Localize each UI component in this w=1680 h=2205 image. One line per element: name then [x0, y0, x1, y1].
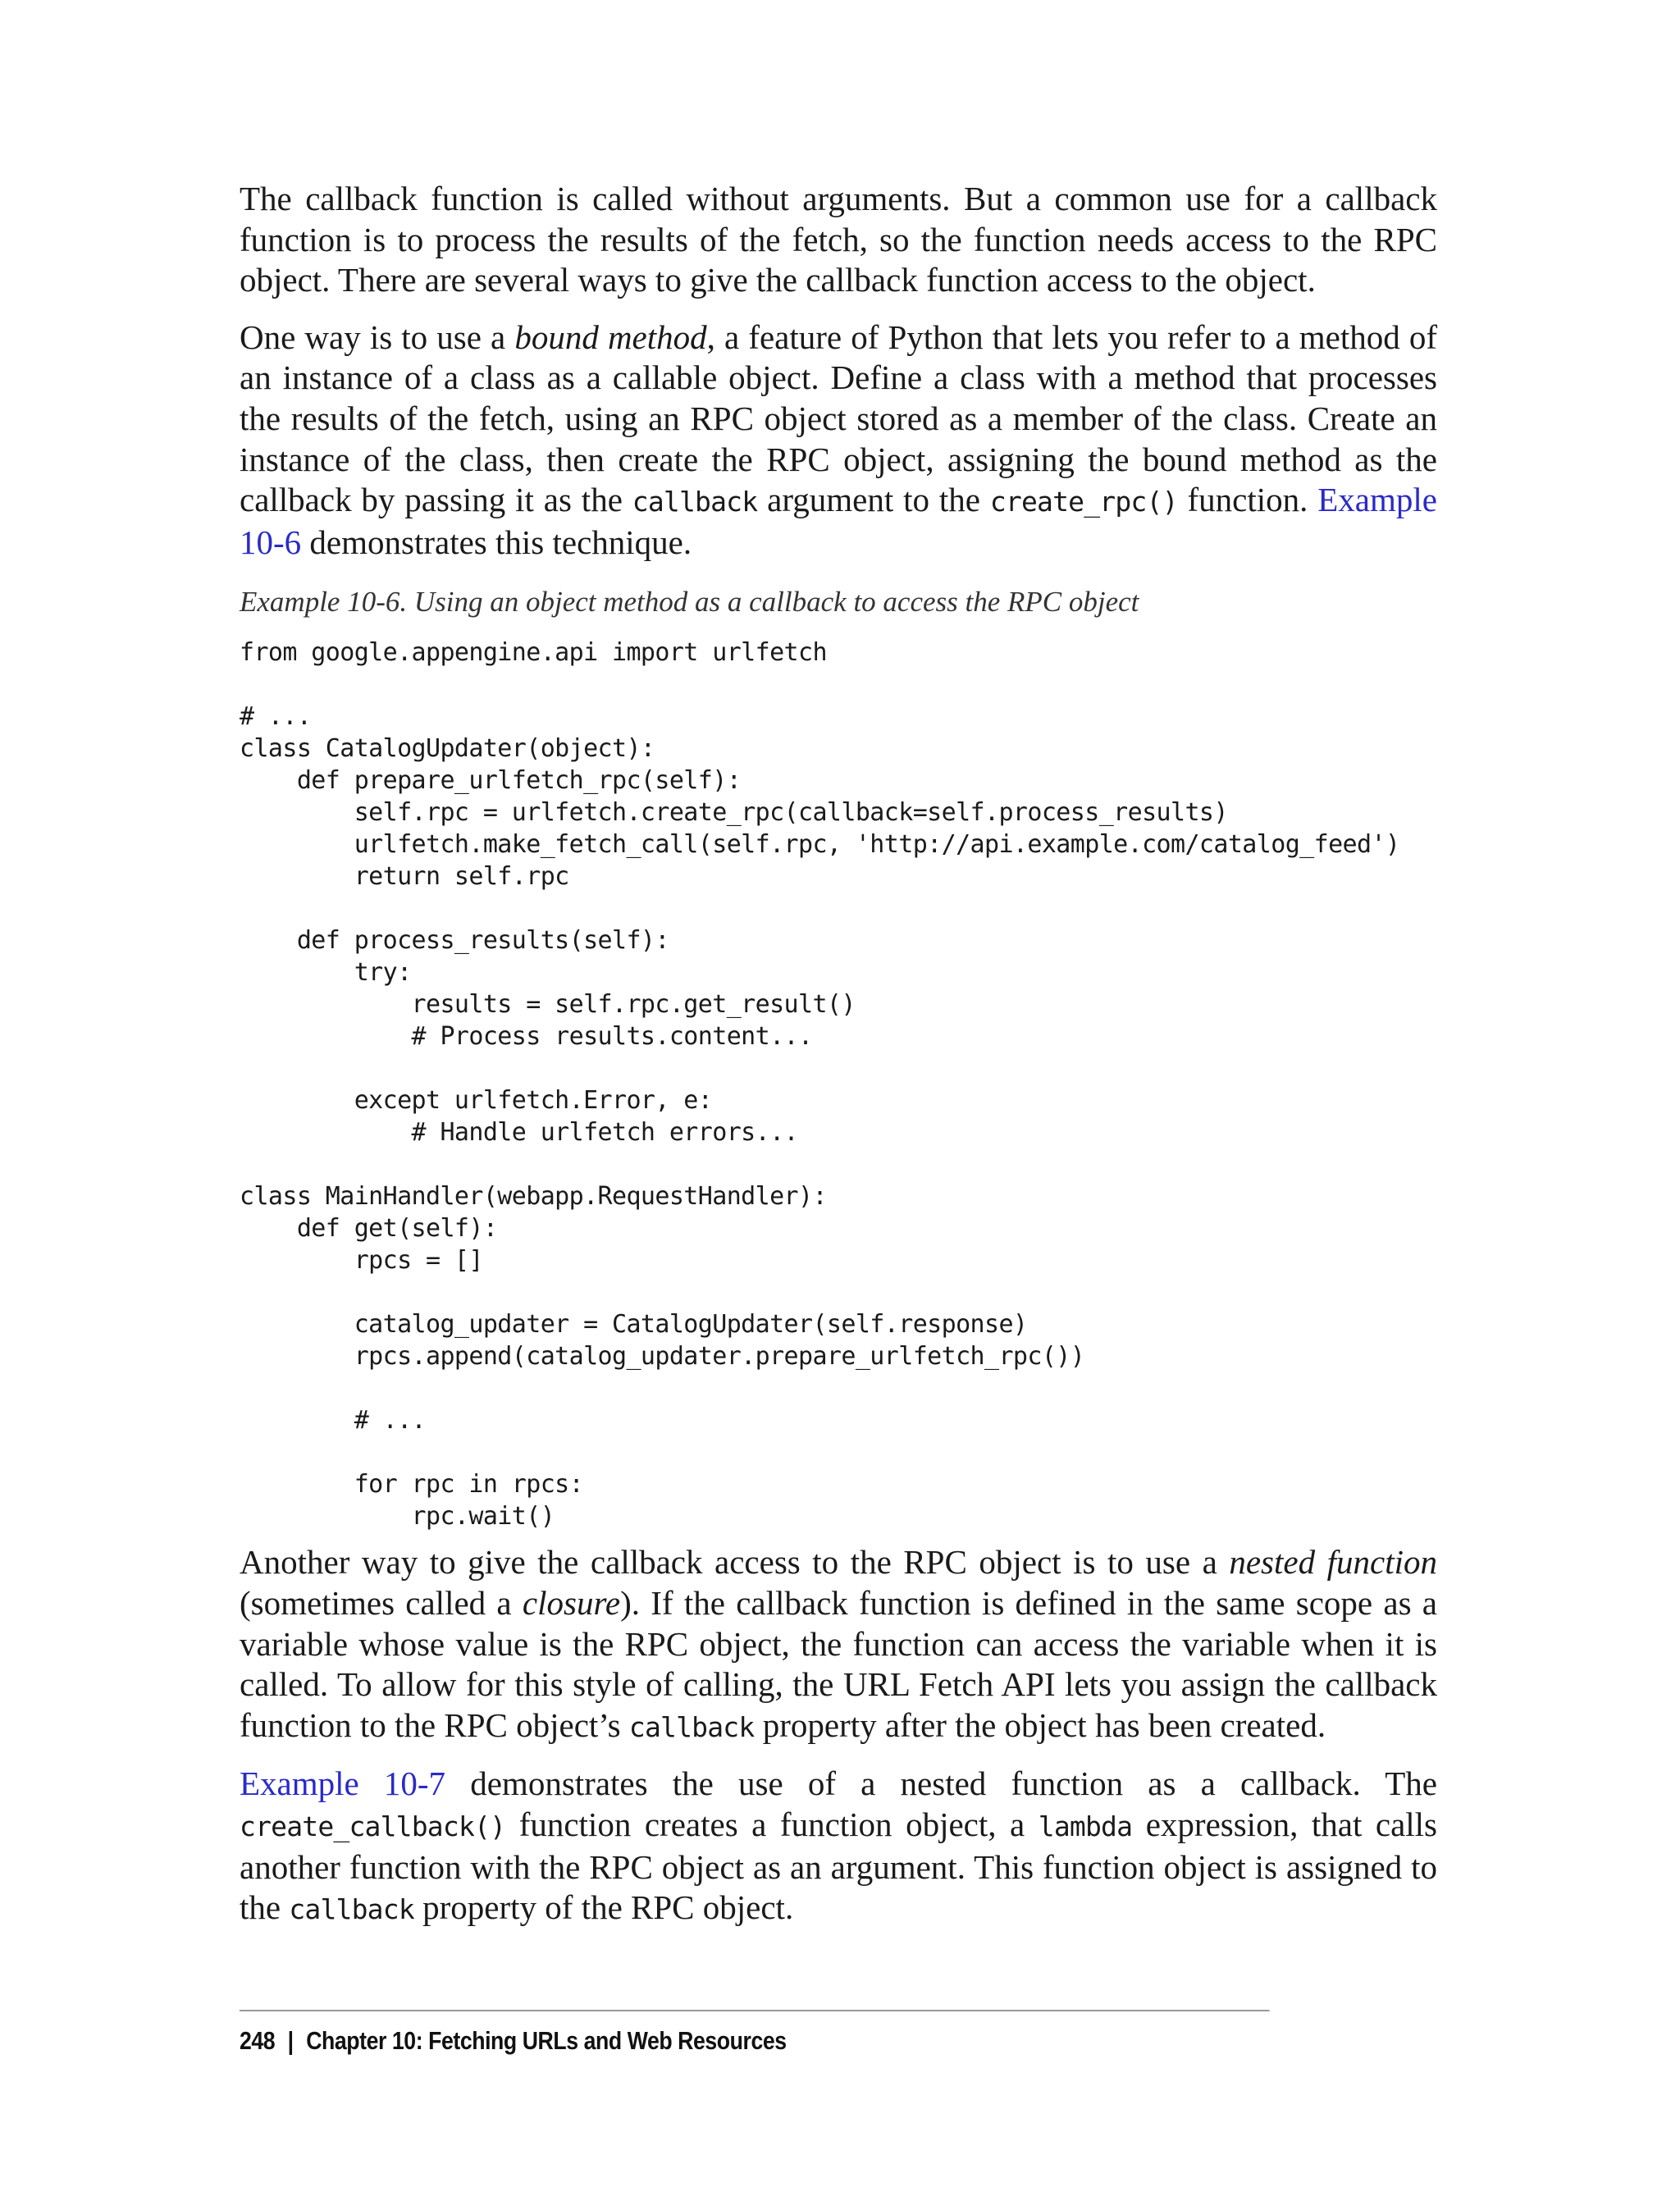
- text-run: function.: [1177, 481, 1318, 519]
- text-run: demonstrates the use of a nested function as a callback. The: [445, 1764, 1437, 1803]
- page-body: [240, 179, 1437, 1947]
- inline-code-callback: callback: [628, 1710, 755, 1743]
- link-example-10-6[interactable]: Example 10-6: [240, 481, 1437, 561]
- inline-code-create-callback: create_callback(): [240, 1810, 506, 1842]
- paragraph-callback-intro: The callback function is called without arguments. But a common use for a callback function is to process the results of the fetch, so the function needs access to the RPC object. There are several ways to give the callback function access to the object.: [240, 180, 1437, 299]
- text-run: Another way to give the callback access to the RPC object is to use a: [240, 1543, 1230, 1582]
- footer-separator: |: [287, 2026, 294, 2055]
- example-caption: Example 10-6. Using an object method as a callback to access the RPC object: [240, 586, 1139, 619]
- text-run: property of the RPC object.: [413, 1888, 794, 1927]
- page-footer: [240, 2010, 1270, 2056]
- text-run: expression, that calls another function with the RPC object as an argument. This function object is assigned to the: [240, 1805, 1438, 1927]
- inline-code-create-rpc: create_rpc(): [989, 486, 1178, 518]
- emphasis-closure: closure: [522, 1583, 621, 1622]
- text-run: (sometimes called a: [240, 1583, 523, 1622]
- text-run: argument to the: [757, 481, 990, 519]
- text-run: One way is to use a: [240, 317, 515, 356]
- code-listing: from google.appengine.api import urlfetch # ... class CatalogUpdater(object): def prepare_urlfetch_rpc(self): self.rpc = urlfetch.create_rpc(callback=self.process_results) urlfetch.make_fetch_call(self.rpc, 'http://api.example.com/catalog_feed') return self.rpc def process_results(self): try: results = self.rpc.get_result() # Process results.content... except urlfetch.Error, e: # Handle urlfetch errors... class MainHandler(webapp.RequestHandler): def get(self): rpcs = [] catalog_updater = CatalogUpdater(self.response) rpcs.append(catalog_updater.prepare_urlfetch_rpc()) # ... for rpc in rpcs: rpc.wait(): [240, 638, 1400, 1532]
- inline-code-callback: callback: [632, 486, 758, 518]
- inline-code-callback: callback: [289, 1893, 414, 1926]
- chapter-title: Chapter 10: Fetching URLs and Web Resources: [306, 2026, 787, 2055]
- paragraph-nested-function: [240, 1542, 1437, 1747]
- page-number: 248: [240, 2026, 276, 2055]
- text-run: demonstrates this technique.: [301, 523, 692, 561]
- emphasis-nested-function: nested function: [1229, 1543, 1437, 1582]
- text-run: function creates a function object, a: [505, 1805, 1039, 1843]
- link-example-10-7[interactable]: Example 10-7: [240, 1764, 446, 1803]
- text-run: ). If the callback function is defined in the same scope as a variable whose value is the RPC object, the function can access the variable when it is called. To allow for this style of calling, the URL Fetch API lets you assign the callback function to the RPC object’s: [240, 1583, 1437, 1744]
- text-run: property after the object has been created.: [754, 1705, 1326, 1744]
- emphasis-bound-method: bound method: [514, 317, 707, 356]
- inline-code-lambda: lambda: [1038, 1810, 1133, 1842]
- paragraph-example-10-7: [240, 1764, 1437, 1929]
- paragraph-bound-method: [240, 317, 1437, 564]
- text-run: , a feature of Python that lets you refer to a method of an instance of a class as a callable object. Define a class with a method that processes the results of the fetch, using an RPC object stored as a member of the class. Create an instance of the class, then create the RPC object, assigning the bound method as the callback by passing it as the: [240, 317, 1437, 519]
